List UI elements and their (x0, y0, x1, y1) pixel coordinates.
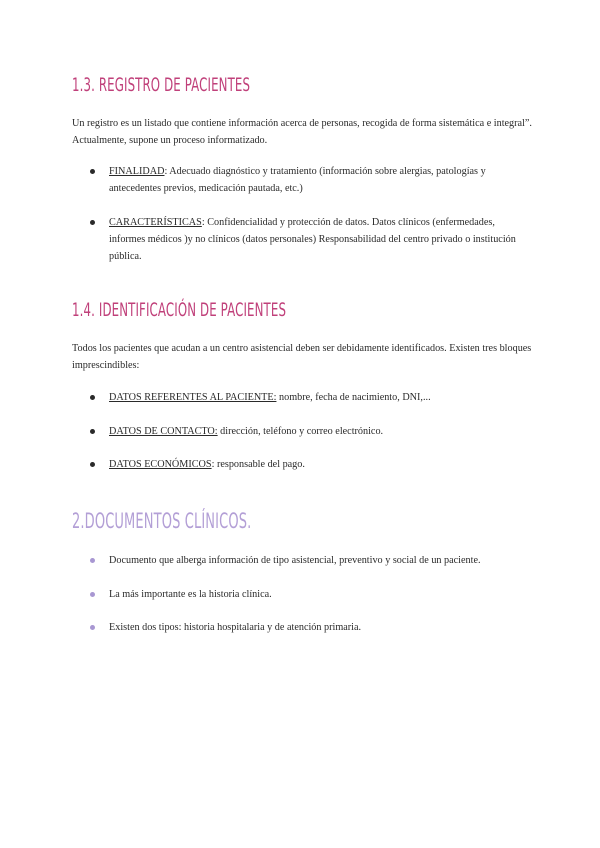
list-item-term: DATOS REFERENTES AL PACIENTE: (109, 392, 277, 403)
list-item (90, 389, 530, 406)
list-item-text: : Confidencialidad y protección de datos. Datos clínicos (enfermedades, informes médicos )y no clínicos (datos personales) Responsabilidad del centro privado o institución pública. (109, 217, 516, 262)
bullet-icon (90, 625, 95, 630)
bullet-icon (90, 169, 95, 174)
bullet-icon (90, 220, 95, 225)
section-heading-identificacion: 1.4. IDENTIFICACIÓN DE PACIENTES (72, 299, 287, 321)
list-item (90, 619, 530, 636)
list-item-term: DATOS DE CONTACTO: (109, 426, 218, 437)
registro-intro: Un registro es un listado que contiene información acerca de personas, recogida de forma sistemática e integral”. Actualmente, supone un proceso informatizado. (72, 118, 532, 146)
bullet-icon (90, 395, 95, 400)
list-item (90, 163, 530, 197)
list-item (90, 552, 530, 569)
list-item-text: La más importante es la historia clínica. (109, 589, 272, 600)
list-item-text: nombre, fecha de nacimiento, DNI,... (276, 392, 431, 403)
list-item (90, 456, 530, 473)
section-heading-registro: 1.3. REGISTRO DE PACIENTES (72, 74, 251, 96)
bullet-icon (90, 558, 95, 563)
list-item-term: FINALIDAD (109, 166, 165, 177)
list-item-text: : responsable del pago. (211, 459, 305, 470)
section-heading-documentos: 2.DOCUMENTOS CLÍNICOS. (72, 509, 252, 533)
list-item-term: DATOS ECONÓMICOS (109, 459, 212, 470)
list-item (90, 423, 530, 440)
list-item-text: Existen dos tipos: historia hospitalaria y de atención primaria. (109, 622, 362, 633)
list-item-text: : Adecuado diagnóstico y tratamiento (información sobre alergias, patologías y antecedentes previos, medicación pautada, etc.) (109, 166, 486, 194)
list-item (90, 214, 530, 265)
list-item-term: CARACTERÍSTICAS (109, 217, 202, 228)
bullet-icon (90, 592, 95, 597)
bullet-icon (90, 462, 95, 467)
list-item (90, 586, 530, 603)
list-item-text: Documento que alberga información de tipo asistencial, preventivo y social de un paciente. (109, 555, 481, 566)
bullet-icon (90, 429, 95, 434)
identificacion-intro: Todos los pacientes que acudan a un centro asistencial deben ser debidamente identificados. Existen tres bloques imprescindibles: (72, 343, 532, 371)
list-item-text: dirección, teléfono y correo electrónico. (217, 426, 384, 437)
